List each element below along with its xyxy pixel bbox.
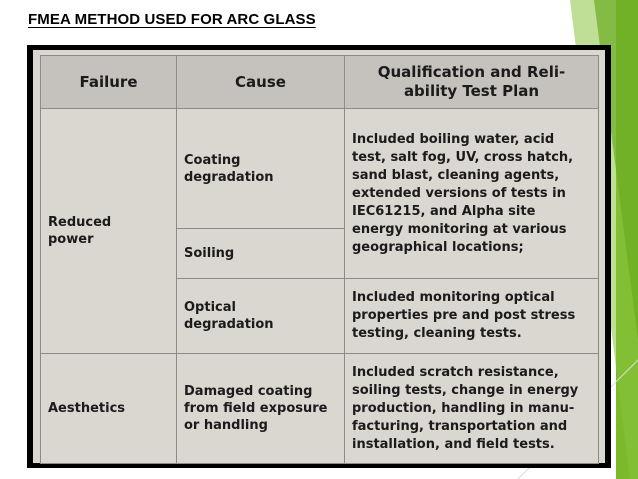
header-failure: Failure xyxy=(41,56,177,109)
table-image-frame xyxy=(27,45,611,468)
cause-cell-optical-degradation: Optical degradation xyxy=(177,279,345,354)
failure-cell-reduced-power: Reduced power xyxy=(41,109,177,354)
table-row xyxy=(41,354,599,464)
cause-cell-coating-degradation: Coating degradation xyxy=(177,109,345,229)
plan-cell-aesthetics: Included scratch resistance, soiling tests, change in energy production, handling in manu- facturing, transportation and installation, and field tests. xyxy=(345,354,599,464)
slide-title: FMEA METHOD USED FOR ARC GLASS xyxy=(28,11,316,28)
failure-cell-aesthetics: Aesthetics xyxy=(41,354,177,464)
header-plan: Qualification and Reli- ability Test Plan xyxy=(345,56,599,109)
table-header-row xyxy=(41,56,599,109)
table-scan xyxy=(33,50,605,463)
fmea-table xyxy=(40,55,599,464)
table-row xyxy=(41,109,599,229)
cause-cell-soiling: Soiling xyxy=(177,229,345,279)
header-cause: Cause xyxy=(177,56,345,109)
cause-cell-damaged-coating: Damaged coating from field exposure or handling xyxy=(177,354,345,464)
plan-cell-coating-soiling: Included boiling water, acid test, salt fog, UV, cross hatch, sand blast, cleaning agents, extended versions of tests in IEC61215, and Alpha site energy monitoring at various geographical locations; xyxy=(345,109,599,279)
plan-cell-optical: Included monitoring optical properties pre and post stress testing, cleaning tests. xyxy=(345,279,599,354)
